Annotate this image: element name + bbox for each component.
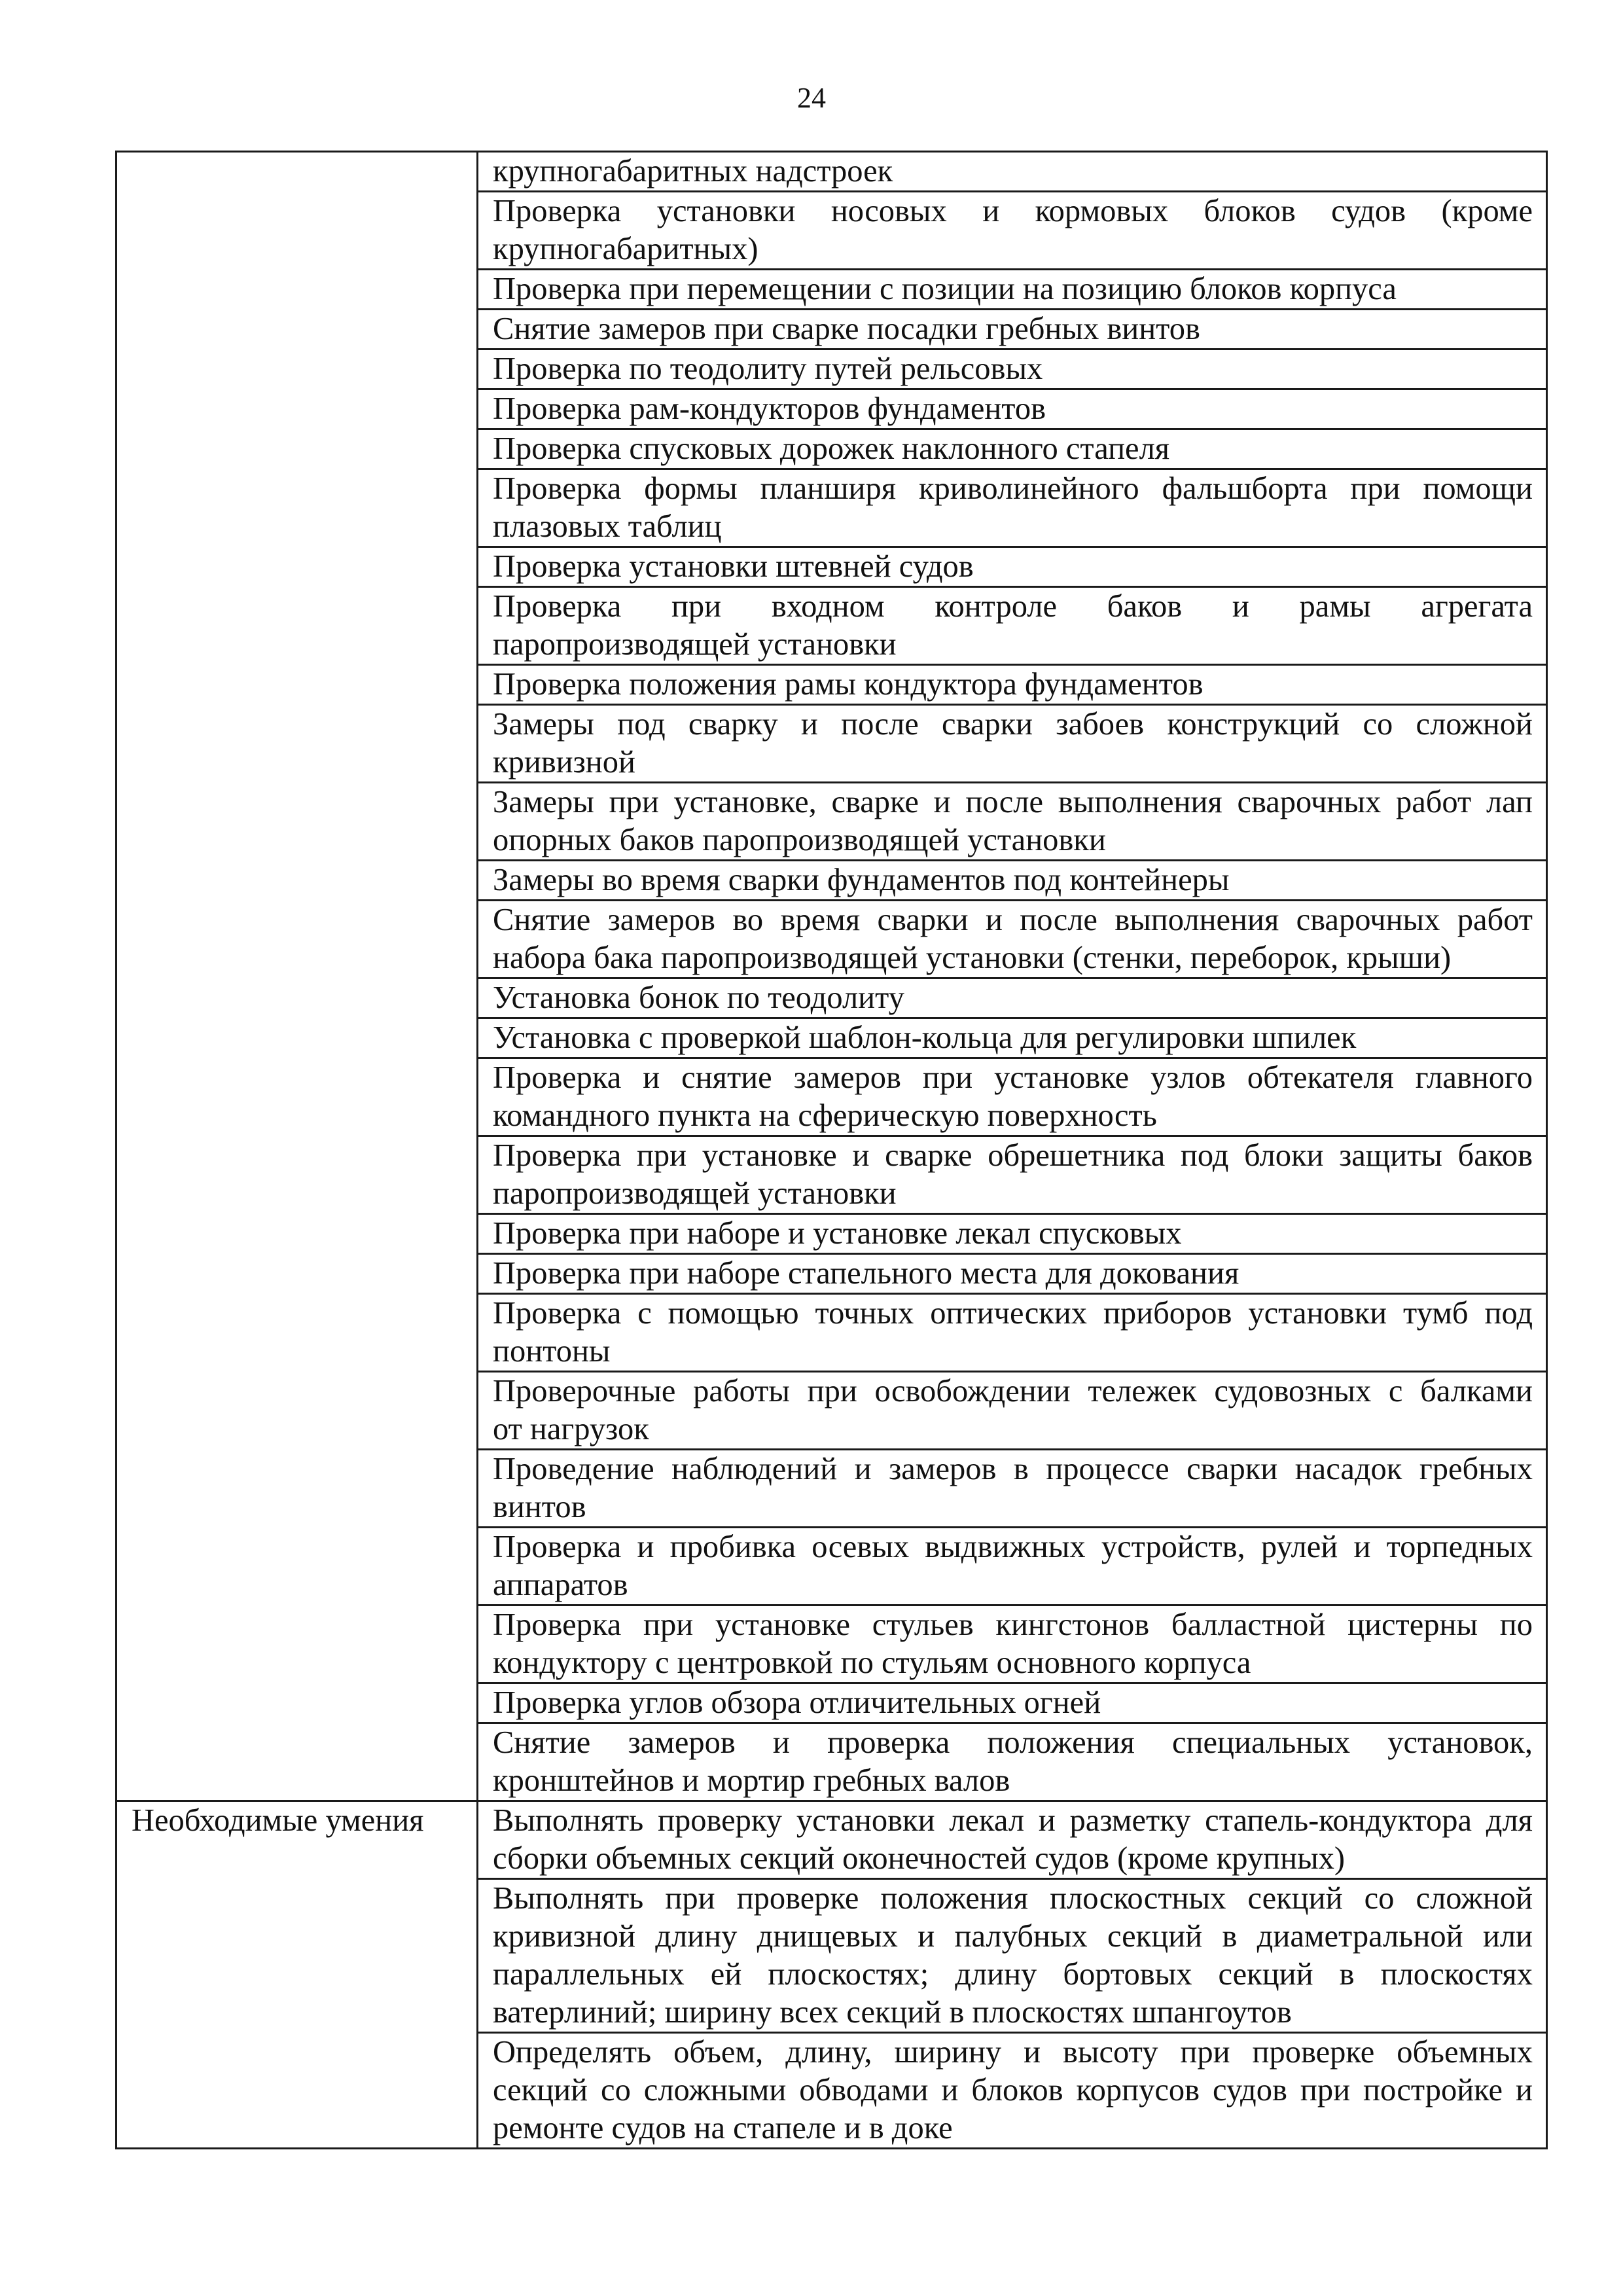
table-item-cell xyxy=(478,1528,1547,1605)
cell-line: сборки объемных секций оконечностей судов (кроме крупных) xyxy=(493,1841,1346,1876)
cell-line: набора бака паропроизводящей установки (стенки, переборок, крыши) xyxy=(493,941,1452,975)
cell-line: ватерлиний; ширину всех секций в плоскостях шпангоутов xyxy=(493,1995,1292,2030)
cell-line: Проверочные работы при освобождении тележек судовозных с балками xyxy=(493,1374,1533,1408)
table-item-cell: Проверка при перемещении с позиции на позицию блоков корпуса xyxy=(478,270,1547,310)
cell-line: крупногабаритных) xyxy=(493,232,758,266)
table-item-cell xyxy=(478,1058,1547,1136)
cell-line: командного пункта на сферическую поверхность xyxy=(493,1098,1157,1133)
table-item-cell xyxy=(478,1801,1547,1879)
cell-line: параллельных ей плоскостях; длину бортовых секций в плоскостях xyxy=(493,1957,1533,1992)
table-item-cell xyxy=(478,1136,1547,1214)
cell-line: Проверка при установке и сварке обрешетника под блоки защиты баков xyxy=(493,1138,1533,1173)
cell-line: Проверка установки носовых и кормовых блоков судов (кроме xyxy=(493,194,1533,228)
cell-line: кронштейнов и мортир гребных валов xyxy=(493,1763,1010,1798)
table-item-cell: Проверка при наборе стапельного места для докования xyxy=(478,1254,1547,1294)
table-row xyxy=(116,1801,1547,1879)
table-item-cell: Проверка положения рамы кондуктора фундаментов xyxy=(478,665,1547,705)
table-item-cell xyxy=(478,1723,1547,1801)
table-item-cell: Установка бонок по теодолиту xyxy=(478,978,1547,1018)
cell-line: кондуктору с центровкой по стульям основного корпуса xyxy=(493,1645,1251,1680)
table-item-cell: крупногабаритных надстроек xyxy=(478,152,1547,192)
cell-line: кривизной xyxy=(493,745,635,780)
cell-line: ремонте судов на стапеле и в доке xyxy=(493,2111,953,2145)
table-item-cell: Проверка рам-кондукторов фундаментов xyxy=(478,389,1547,429)
section-label-cell xyxy=(116,152,478,1801)
table-item-cell xyxy=(478,705,1547,783)
table-item-cell xyxy=(478,1879,1547,2033)
cell-line: Выполнять при проверке положения плоскостных секций со сложной xyxy=(493,1881,1533,1916)
table-item-cell: Проверка по теодолиту путей рельсовых xyxy=(478,350,1547,389)
table-item-cell: Проверка при наборе и установке лекал спусковых xyxy=(478,1214,1547,1254)
cell-line: паропроизводящей установки xyxy=(493,1176,897,1211)
cell-line: Проверка и пробивка осевых выдвижных устройств, рулей и торпедных xyxy=(493,1530,1533,1564)
table-body xyxy=(116,152,1547,2149)
job-functions-table xyxy=(115,151,1548,2149)
table-item-cell xyxy=(478,901,1547,978)
cell-line: Снятие замеров и проверка положения специальных установок, xyxy=(493,1725,1533,1760)
table-row xyxy=(116,152,1547,192)
cell-line: Проверка и снятие замеров при установке узлов обтекателя главного xyxy=(493,1060,1533,1095)
cell-line: Выполнять проверку установки лекал и разметку стапель-кондуктора для xyxy=(493,1803,1533,1838)
table-item-cell: Замеры во время сварки фундаментов под контейнеры xyxy=(478,861,1547,901)
table-item-cell xyxy=(478,1372,1547,1450)
table-item-cell: Проверка углов обзора отличительных огней xyxy=(478,1683,1547,1723)
table-item-cell: Проверка установки штевней судов xyxy=(478,547,1547,587)
cell-line: Замеры при установке, сварке и после выполнения сварочных работ лап xyxy=(493,785,1533,819)
cell-line: Проверка формы планширя криволинейного фальшборта при помощи xyxy=(493,471,1533,506)
table-item-cell xyxy=(478,2033,1547,2149)
section-label-cell: Необходимые умения xyxy=(116,1801,478,2149)
cell-line: понтоны xyxy=(493,1334,611,1369)
cell-line: секций со сложными обводами и блоков корпусов судов при постройке и xyxy=(493,2073,1533,2108)
cell-line: Проведение наблюдений и замеров в процессе сварки насадок гребных xyxy=(493,1452,1533,1486)
cell-line: плазовых таблиц xyxy=(493,509,722,544)
table-item-cell: Установка с проверкой шаблон-кольца для регулировки шпилек xyxy=(478,1018,1547,1058)
cell-line: Проверка при входном контроле баков и рамы агрегата xyxy=(493,589,1533,624)
cell-line: Определять объем, длину, ширину и высоту при проверке объемных xyxy=(493,2035,1533,2070)
table-item-cell xyxy=(478,1450,1547,1528)
cell-line: Проверка при установке стульев кингстонов балластной цистерны по xyxy=(493,1607,1533,1642)
cell-line: опорных баков паропроизводящей установки xyxy=(493,823,1106,857)
table-item-cell xyxy=(478,1294,1547,1372)
cell-line: от нагрузок xyxy=(493,1412,649,1446)
table-item-cell xyxy=(478,783,1547,861)
cell-line: винтов xyxy=(493,1490,586,1524)
page-number: 24 xyxy=(797,82,826,114)
table-item-cell: Снятие замеров при сварке посадки гребных винтов xyxy=(478,310,1547,350)
table-item-cell xyxy=(478,1605,1547,1683)
table-item-cell xyxy=(478,192,1547,270)
cell-line: Замеры под сварку и после сварки забоев конструкций со сложной xyxy=(493,707,1533,742)
table-item-cell xyxy=(478,587,1547,665)
cell-line: аппаратов xyxy=(493,1568,628,1602)
cell-line: паропроизводящей установки xyxy=(493,627,897,662)
table-item-cell: Проверка спусковых дорожек наклонного стапеля xyxy=(478,429,1547,469)
table-item-cell xyxy=(478,469,1547,547)
cell-line: Снятие замеров во время сварки и после выполнения сварочных работ xyxy=(493,903,1533,937)
cell-line: Проверка с помощью точных оптических приборов установки тумб под xyxy=(493,1296,1533,1331)
cell-line: кривизной длину днищевых и палубных секций в диаметральной или xyxy=(493,1919,1533,1954)
